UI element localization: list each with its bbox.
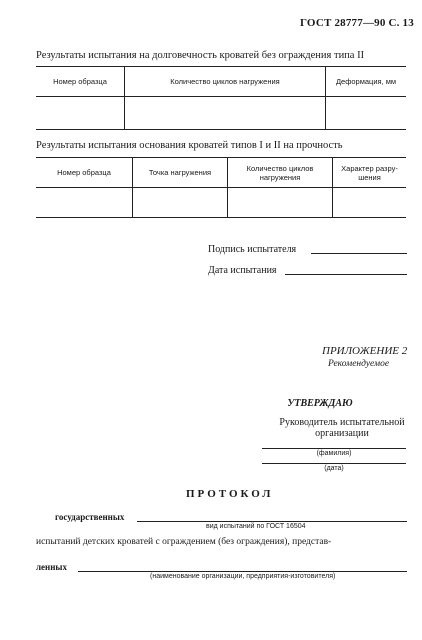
durability-results-table — [36, 66, 406, 130]
state-word: государственных — [55, 512, 125, 522]
protocol-main-line: испытаний детских кроватей с ограждением (без ограждения), представ- — [36, 537, 332, 547]
table-cell — [36, 97, 125, 130]
table-cell — [36, 188, 133, 218]
tester-signature-line[interactable] — [311, 253, 407, 254]
surname-line[interactable] — [262, 448, 406, 449]
table-cell — [228, 188, 333, 218]
appendix-subtitle: Рекомендуемое — [328, 359, 390, 369]
surname-hint: (фамилия) — [316, 450, 352, 457]
organization-line[interactable] — [78, 571, 407, 572]
approval-date-hint: (дата) — [324, 465, 344, 472]
presented-word: ленных — [36, 562, 67, 572]
col-failure-type: Характер разру-шения — [333, 158, 407, 188]
organization-hint: (наименование организации, предприятия-изготовителя) — [150, 573, 336, 580]
col-load-point: Точка нагружения — [133, 158, 228, 188]
strength-results-table — [36, 157, 406, 218]
protocol-title: ПРОТОКОЛ — [186, 488, 274, 500]
approval-date-line[interactable] — [262, 463, 406, 464]
appendix-title: ПРИЛОЖЕНИЕ 2 — [322, 345, 408, 357]
col-load-cycles: Количество циклов нагружения — [228, 158, 333, 188]
table-row — [36, 97, 406, 130]
col-sample-number: Номер образца — [36, 67, 125, 97]
table2-caption: Результаты испытания основания кроватей типов I и II на прочность — [36, 140, 343, 151]
col-sample-number: Номер образца — [36, 158, 133, 188]
tester-signature-label: Подпись испытателя — [208, 244, 297, 255]
page-header: ГОСТ 28777—90 С. 13 — [300, 17, 414, 29]
test-date-line[interactable] — [285, 274, 407, 275]
test-type-line[interactable] — [137, 521, 407, 522]
approval-head-line2: организации — [315, 428, 369, 439]
table-cell — [125, 97, 326, 130]
table-cell — [326, 97, 407, 130]
table-cell — [133, 188, 228, 218]
col-load-cycles: Количество циклов нагружения — [125, 67, 326, 97]
test-date-label: Дата испытания — [208, 265, 277, 276]
table-row — [36, 188, 406, 218]
test-type-hint: вид испытаний по ГОСТ 16504 — [206, 523, 306, 530]
approval-heading: УТВЕРЖДАЮ — [287, 398, 353, 409]
table-cell — [333, 188, 407, 218]
table1-caption: Результаты испытания на долговечность кроватей без ограждения типа II — [36, 50, 365, 61]
approval-head-line1: Руководитель испытательной — [279, 417, 405, 428]
col-deformation: Деформация, мм — [326, 67, 407, 97]
